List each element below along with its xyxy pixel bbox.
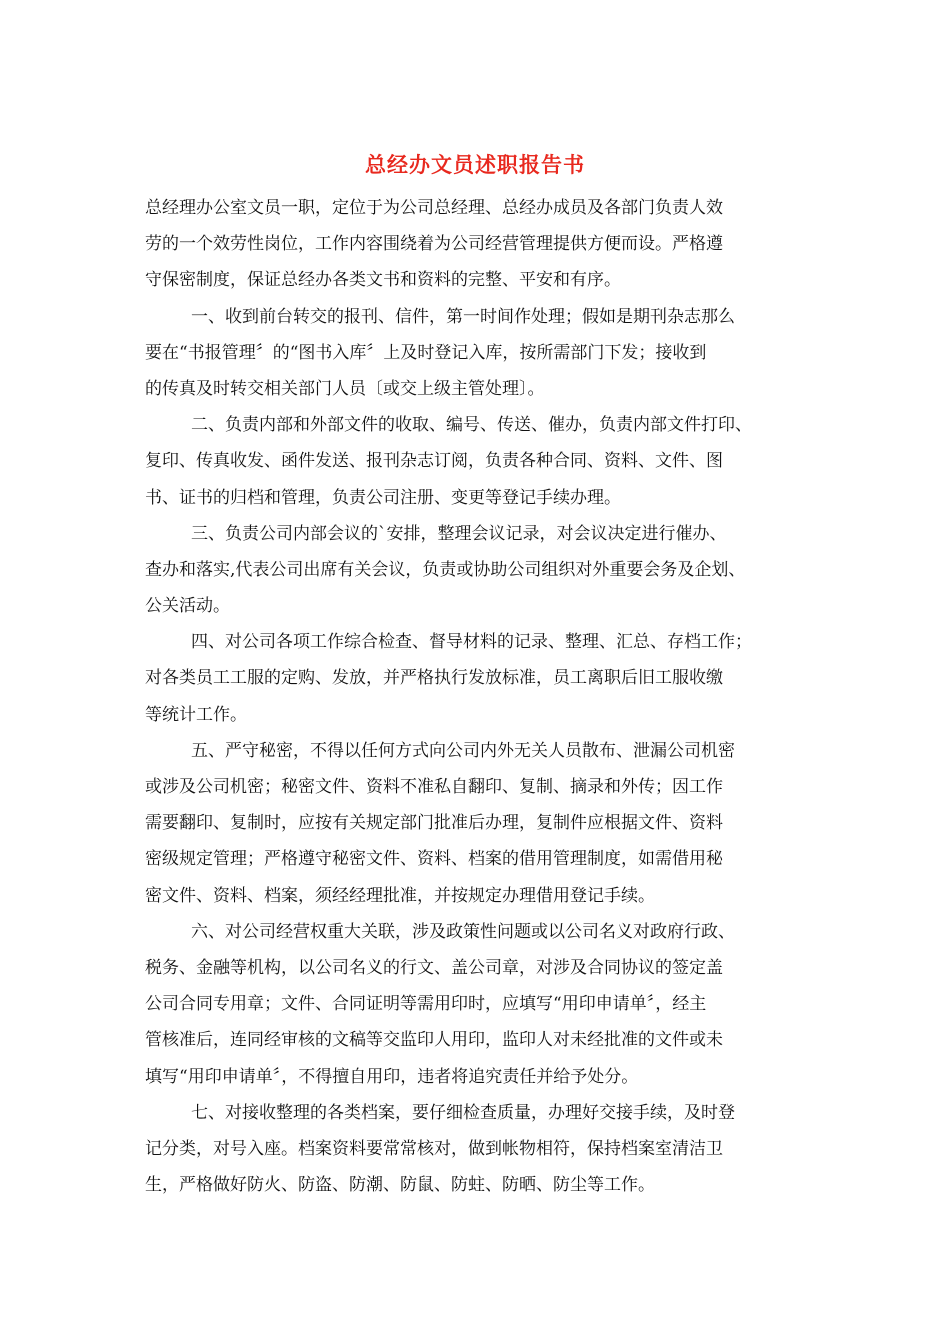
text-line: 税务、金融等机构，以公司名义的行文、盖公司章，对涉及合同协议的签定盖 [145,957,723,978]
paragraph [145,407,815,516]
text-line: 等统计工作。 [145,704,247,725]
paragraph [145,190,815,299]
text-line: 书、证书的归档和管理，负责公司注册、变更等登记手续办理。 [145,487,621,508]
text-line: 密级规定管理；严格遵守秘密文件、资料、档案的借用管理制度，如需借用秘 [145,849,723,870]
paragraph [145,914,815,1095]
document-body [145,190,815,1203]
text-line: 要在“书报管理〞的“图书入库〞上及时登记入库，按所需部门下发；接收到 [145,342,707,363]
document-title: 总经办文员述职报告书 [365,152,585,177]
text-line: 的传真及时转交相关部门人员〔或交上级主管处理〕。 [145,378,545,399]
text-line: 六、对公司经营权重大关联，涉及政策性问题或以公司名义对政府行政、 [191,921,735,942]
text-line: 管核准后，连同经审核的文稿等交监印人用印，监印人对未经批准的文件或未 [145,1030,723,1051]
text-line: 一、收到前台转交的报刊、信件，第一时间作处理；假如是期刊杂志那么 [191,306,735,327]
text-line: 需要翻印、复制时，应按有关规定部门批准后办理，复制件应根据文件、资料 [145,813,723,834]
text-line: 或涉及公司机密；秘密文件、资料不准私自翻印、复制、摘录和外传；因工作 [145,777,723,797]
text-line: 密文件、资料、档案，须经经理批准，并按规定办理借用登记手续。 [145,885,655,906]
text-line: 生，严格做好防火、防盗、防潮、防鼠、防蛀、防晒、防尘等工作。 [145,1175,655,1196]
text-line: 二、负责内部和外部文件的收取、编号、传送、催办，负责内部文件打印、 [191,415,752,436]
text-line: 五、严守秘密，不得以任何方式向公司内外无关人员散布、泄漏公司机密 [191,740,735,761]
text-line: 四、对公司各项工作综合检查、督导材料的记录、整理、汇总、存档工作； [191,632,752,653]
text-line: 劳的一个效劳性岗位，工作内容围绕着为公司经营管理提供方便而设。严格遵 [145,234,723,255]
text-line: 总经理办公室文员一职，定位于为公司总经理、总经办成员及各部门负责人效 [145,198,723,218]
paragraph [145,1095,815,1204]
paragraph [145,299,815,408]
text-line: 七、对接收整理的各类档案，要仔细检查质量，办理好交接手续，及时登 [191,1102,735,1123]
text-line: 公关活动。 [145,596,230,617]
text-line: 记分类，对号入座。档案资料要常常核对，做到帐物相符，保持档案室清洁卫 [145,1138,723,1159]
text-line: 填写“用印申请单〞，不得擅自用印，违者将追究责任并给予处分。 [145,1066,639,1087]
text-line: 公司合同专用章；文件、合同证明等需用印时，应填写“用印申请单〞，经主 [145,994,707,1015]
text-line: 对各类员工工服的定购、发放，并严格执行发放标准，员工离职后旧工服收缴 [145,668,723,689]
text-line: 查办和落实,代表公司出席有关会议，负责或协助公司组织对外重要会务及企划、 [145,559,746,580]
paragraph [145,516,815,625]
text-line: 守保密制度，保证总经办各类文书和资料的完整、平安和有序。 [145,270,621,291]
text-line: 复印、传真收发、函件发送、报刊杂志订阅，负责各种合同、资料、文件、图 [145,451,723,472]
paragraph [145,733,815,914]
paragraph [145,624,815,733]
text-line: 三、负责公司内部会议的`安排，整理会议记录，对会议决定进行催办、 [191,523,727,544]
